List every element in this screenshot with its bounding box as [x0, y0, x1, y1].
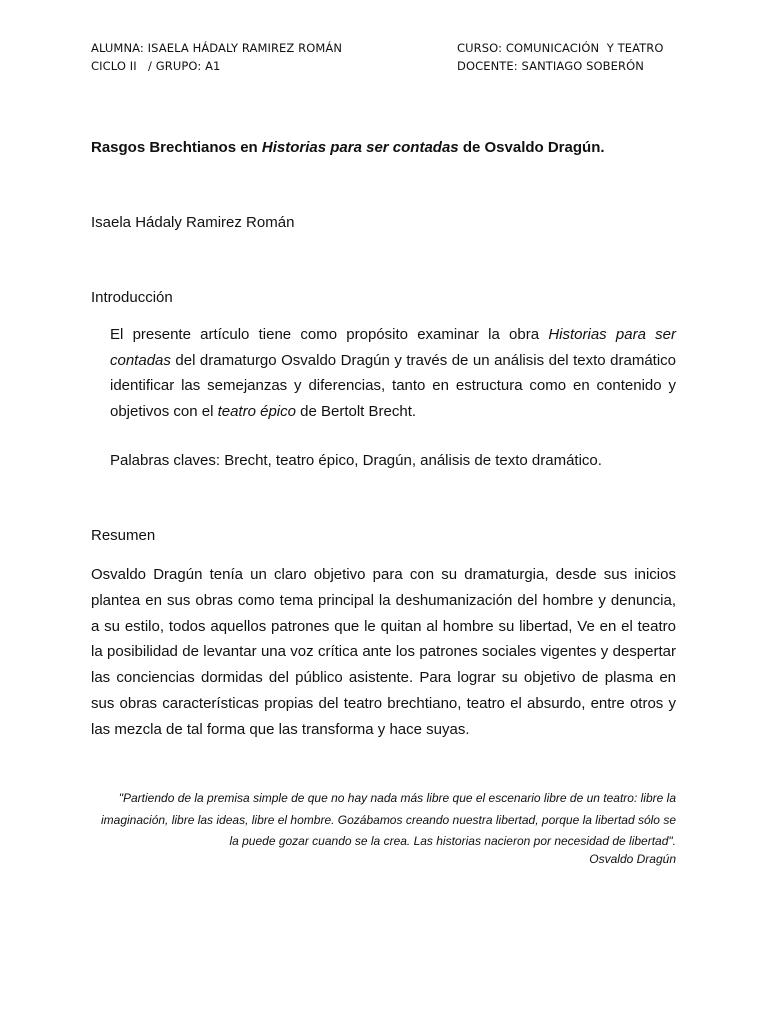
course-name: CURSO: COMUNICACIÓN Y TEATRO [457, 41, 664, 55]
cycle-group: CICLO II / GRUPO: A1 [91, 59, 221, 73]
intro-text-3: de Bertolt Brecht. [295, 402, 417, 420]
student-name: ALUMNA: ISAELA HÁDALY RAMIREZ ROMÁN [91, 41, 343, 55]
resumen-heading: Resumen [91, 527, 156, 544]
intro-text-2: del dramaturgo Osvaldo Dragún y través de un análisis del texto dramático identificar las semejanzas y diferencias, tanto en estructura como en contenido y objetivos con el [110, 351, 676, 420]
title-prefix: Rasgos Brechtianos en [91, 139, 262, 156]
epigraph-author: Osvaldo Dragún [589, 852, 676, 866]
article-title [91, 139, 691, 156]
document-header [91, 41, 681, 77]
intro-heading: Introducción [91, 289, 173, 306]
intro-paragraph [110, 322, 676, 424]
keywords: Palabras claves: Brecht, teatro épico, Dragún, análisis de texto dramático. [110, 452, 602, 469]
intro-text-1: El presente artículo tiene como propósito examinar la obra [110, 326, 549, 343]
resumen-paragraph: Osvaldo Dragún tenía un claro objetivo para con su dramaturgia, desde sus inicios plantea en sus obras como tema principal la deshumanización del hombre y denuncia, a su estilo, todos aquellos patrones que le quitan al hombre su libertad, Ve en el teatro la posibilidad de levantar una voz crítica ante los patrones sociales vigentes y despertar las conciencias dormidas del público asistente. Para lograr su objetivo de plasma en sus obras características propias del teatro brechtiano, teatro el absurdo, entre otros y las mezcla de tal forma que las transforma y hace suyas. [91, 566, 676, 738]
title-work: Historias para ser contadas [261, 139, 459, 156]
article-author: Isaela Hádaly Ramirez Román [91, 214, 295, 231]
intro-work: Historias para ser contadas [110, 326, 676, 369]
intro-concept: teatro épico [217, 402, 296, 420]
epigraph-quote: "Partiendo de la premisa simple de que no hay nada más libre que el escenario libre de un teatro: libre la imaginación, libre las ideas, libre el hombre. Gozábamos creando nuestra libertad, porque la libertad sólo se la puede gozar cuando se la crea. Las historias nacieron por necesidad de libertad". [101, 791, 676, 848]
header-row-1 [91, 41, 681, 59]
teacher-name: DOCENTE: SANTIAGO SOBERÓN [457, 59, 644, 73]
header-row-2 [91, 59, 681, 77]
title-suffix: de Osvaldo Dragún. [458, 139, 605, 156]
